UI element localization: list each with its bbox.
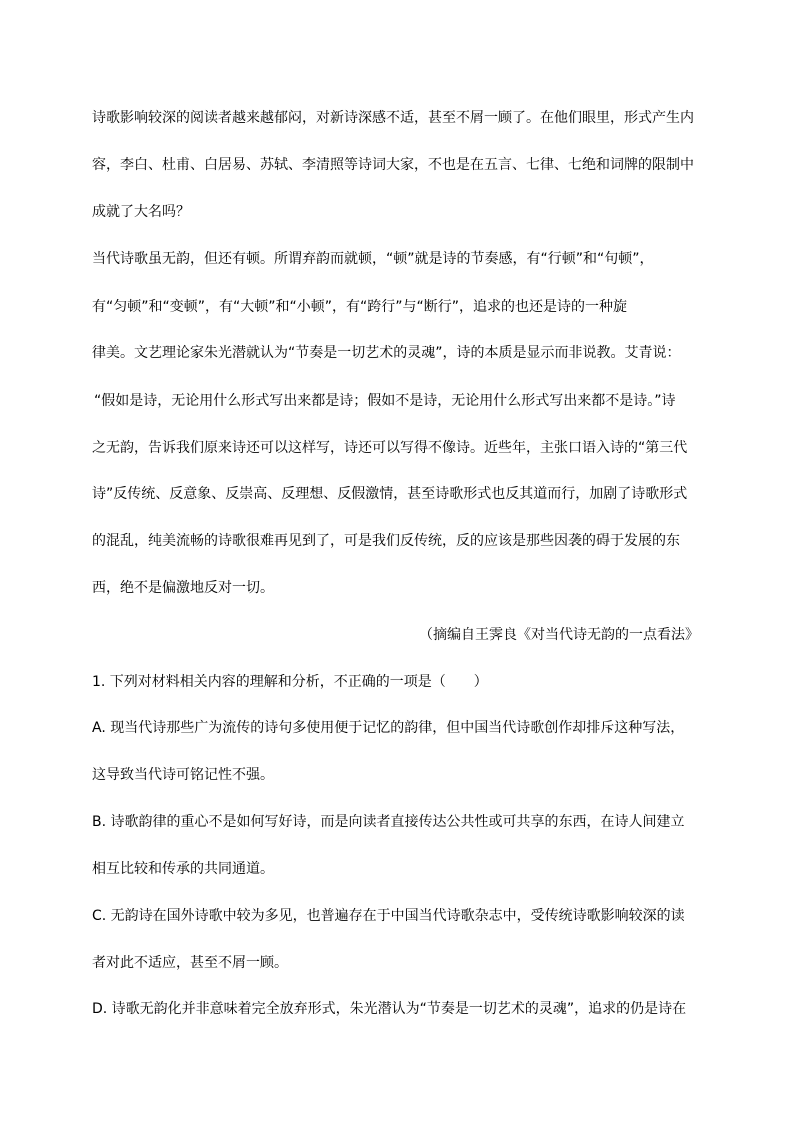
passage-line: 诗”反传统、反意象、反崇高、反理想、反假激情，甚至诗歌形式也反其道而行，加剧了诗歌形式 [92, 486, 688, 502]
option-b-line: 相互比较和传承的共同通道。 [92, 861, 274, 877]
passage-line: 西，绝不是偏激地反对一切。 [92, 580, 274, 596]
passage-line: 容，李白、杜甫、白居易、苏轼、李清照等诗词大家，不也是在五言、七律、七绝和词牌的限制中 [92, 157, 694, 173]
passage-line: 当代诗歌虽无韵，但还有顿。所谓弃韵而就顿，“顿”就是诗的节奏感，有“行顿”和“句顿”， [92, 251, 654, 267]
option-a-line: 这导致当代诗可铭记性不强。 [92, 767, 274, 783]
question-stem: 1. 下列对材料相关内容的理解和分析，不正确的一项是（ ） [92, 674, 488, 690]
option-a-line: A. 现当代诗那些广为流传的诗句多使用便于记忆的韵律，但中国当代诗歌创作却排斥这种写法， [92, 720, 685, 736]
passage-line: “假如是诗，无论用什么形式写出来都是诗；假如不是诗，无论用什么形式写出来都不是诗。”诗 [94, 393, 676, 409]
option-c-line: C. 无韵诗在国外诗歌中较为多见，也普遍存在于中国当代诗歌杂志中，受传统诗歌影响较深的读 [92, 908, 685, 924]
option-c-line: 者对此不适应，甚至不屑一顾。 [92, 955, 288, 971]
passage-line: 律美。文艺理论家朱光潜就认为“节奏是一切艺术的灵魂”，诗的本质是显示而非说教。艾青说： [92, 345, 681, 361]
passage-line: 有“匀顿”和“变顿”，有“大顿”和“小顿”，有“跨行”与“断行”，追求的也还是诗的一种旋 [92, 299, 628, 315]
passage-line: 成就了大名吗？ [92, 204, 190, 220]
passage-line: 诗歌影响较深的阅读者越来越郁闷，对新诗深感不适，甚至不屑一顾了。在他们眼里，形式产生内 [92, 110, 694, 126]
passage-line: 之无韵，告诉我们原来诗还可以这样写，诗还可以写得不像诗。近些年，主张口语入诗的“第三代 [92, 440, 688, 456]
option-d-line: D. 诗歌无韵化并非意味着完全放弃形式，朱光潜认为“节奏是一切艺术的灵魂”，追求的仍是诗在 [92, 1001, 687, 1017]
passage-line: 的混乱，纯美流畅的诗歌很难再见到了，可是我们反传统，反的应该是那些因袭的碍于发展的东 [92, 533, 680, 549]
option-b-line: B. 诗歌韵律的重心不是如何写好诗，而是向读者直接传达公共性或可共享的东西，在诗人间建立 [92, 814, 685, 830]
source-citation: （摘编自王霁良《对当代诗无韵的一点看法》 [419, 627, 699, 643]
